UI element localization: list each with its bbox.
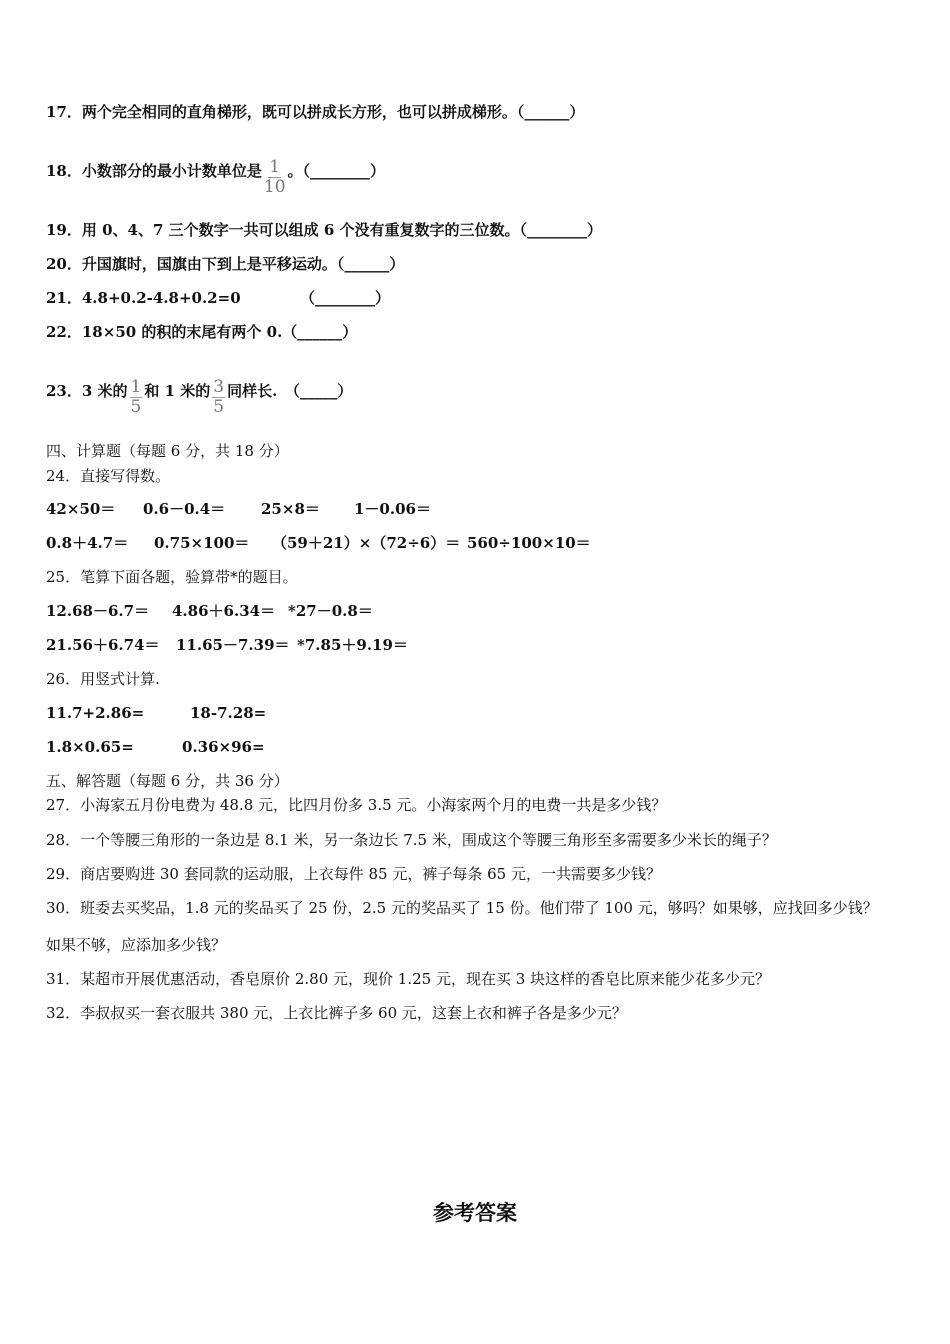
answer-blank: 。（________）: [287, 162, 386, 180]
answer-blank: 同样长. （_____）: [227, 382, 353, 400]
expression: 42×50＝: [46, 500, 116, 518]
expression: 11.65－7.39＝: [176, 636, 290, 654]
question-29: 29．商店要购进 30 套同款的运动服，上衣每件 85 元，裤子每条 65 元，一共需要多少钱？: [46, 865, 661, 883]
question-text: 21．4.8+0.2-4.8+0.2=0: [46, 289, 241, 307]
denominator: 5: [213, 397, 225, 417]
fraction: [264, 158, 286, 197]
numerator: 1: [130, 377, 142, 397]
question-18: [46, 157, 386, 205]
question-text: 23．3 米的: [46, 382, 128, 400]
question-text: 18．小数部分的最小计数单位是: [46, 162, 262, 180]
expression: 25×8＝: [261, 500, 320, 518]
question-20: 20．升国旗时，国旗由下到上是平移运动。（______）: [46, 255, 405, 273]
question-26: 26．用竖式计算.: [46, 670, 160, 688]
expression: *7.85＋9.19＝: [297, 636, 408, 654]
question-25: 25．笔算下面各题，验算带*的题目。: [46, 568, 298, 586]
question-27: 27．小海家五月份电费为 48.8 元，比四月份多 3.5 元。小海家两个月的电费一共是多少钱？: [46, 796, 667, 814]
question-28: 28．一个等腰三角形的一条边是 8.1 米，另一条边长 7.5 米，围成这个等腰三角形至多需要多少米长的绳子？: [46, 831, 777, 849]
numerator: 3: [213, 377, 225, 397]
section-heading: 五、解答题（每题 6 分，共 36 分）: [46, 772, 289, 790]
expression: （59＋21）×（72÷6）＝: [272, 534, 461, 552]
expression: 560÷100×10＝: [467, 534, 591, 552]
expression: 4.86＋6.34＝: [172, 602, 276, 620]
numerator: 1: [269, 157, 281, 177]
question-32: 32．李叔叔买一套衣服共 380 元，上衣比裤子多 60 元，这套上衣和裤子各是多少元？: [46, 1004, 627, 1022]
question-23: [46, 377, 353, 425]
expression: 0.6－0.4＝: [143, 500, 226, 518]
question-24: 24．直接写得数。: [46, 467, 171, 485]
expression: 11.7+2.86=: [46, 704, 145, 722]
question-text: 和 1 米的: [144, 382, 211, 400]
expression: *27－0.8＝: [288, 602, 373, 620]
expression: 18-7.28=: [190, 704, 267, 722]
section-heading: 四、计算题（每题 6 分，共 18 分）: [46, 442, 289, 460]
question-30: 30．班委去买奖品，1.8 元的奖品买了 25 份，2.5 元的奖品买了 15 份。他们带了 100 元，够吗？如果够，应找回多少钱？: [46, 899, 878, 917]
answer-section-title: 参考答案: [433, 1200, 517, 1225]
expression: 0.75×100＝: [154, 534, 250, 552]
fraction: [212, 378, 225, 417]
question-31: 31．某超市开展优惠活动，香皂原价 2.80 元，现价 1.25 元，现在买 3 块这样的香皂比原来能少花多少元？: [46, 970, 771, 988]
denominator: 5: [130, 397, 142, 417]
answer-blank: （________）: [300, 289, 391, 307]
expression: 21.56＋6.74＝: [46, 636, 160, 654]
question-17: 17．两个完全相同的直角梯形，既可以拼成长方形，也可以拼成梯形。（______）: [46, 103, 585, 121]
expression: 12.68－6.7＝: [46, 602, 150, 620]
question-19: 19．用 0、4、7 三个数字一共可以组成 6 个没有重复数字的三位数。（________）: [46, 221, 603, 239]
question-21: [46, 288, 391, 308]
expression: 1.8×0.65=: [46, 738, 134, 756]
expression: 0.36×96=: [182, 738, 265, 756]
question-30-continued: 如果不够，应添加多少钱？: [46, 936, 227, 954]
expression: 1－0.06＝: [354, 500, 431, 518]
denominator: 10: [263, 177, 286, 197]
expression: 0.8＋4.7＝: [46, 534, 129, 552]
question-22: 22．18×50 的积的末尾有两个 0.（______）: [46, 323, 358, 341]
fraction: [130, 378, 143, 417]
